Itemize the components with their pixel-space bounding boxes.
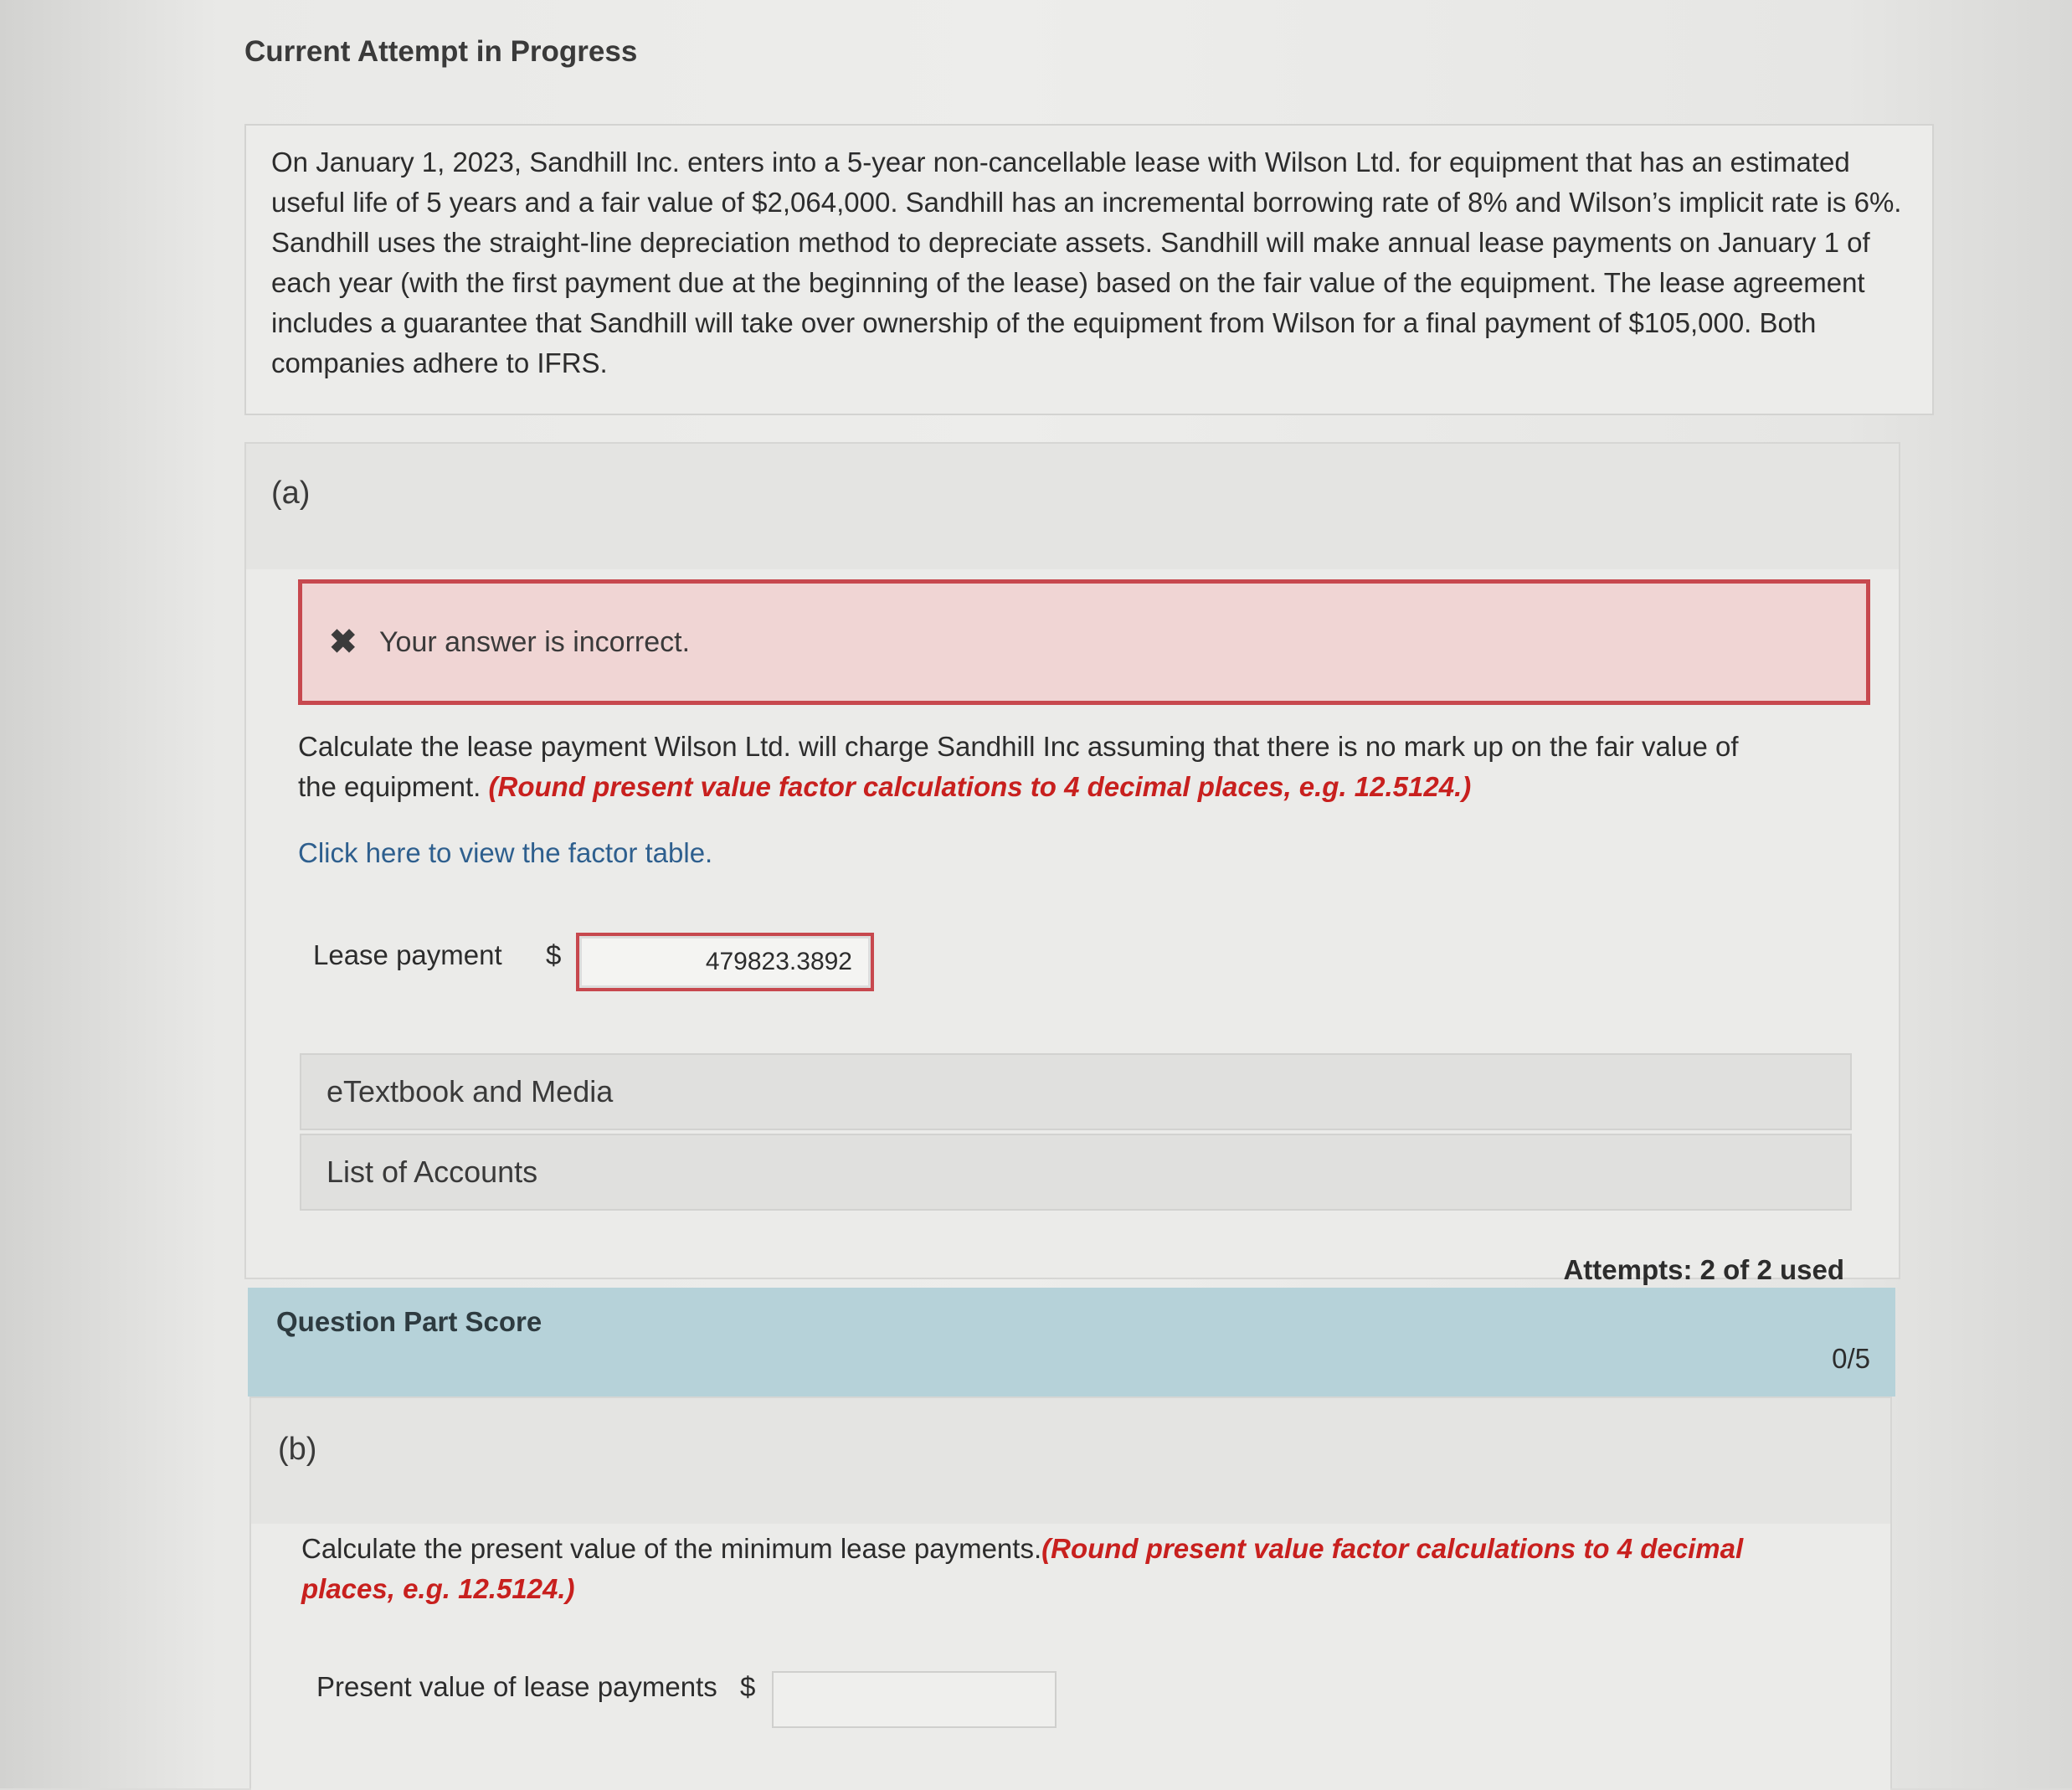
part-a-question [298, 727, 1771, 807]
question-part-score-bar [248, 1288, 1895, 1397]
part-b-question [301, 1529, 1775, 1609]
present-value-input[interactable] [772, 1671, 1057, 1728]
lease-payment-currency: $ [546, 939, 562, 970]
attempts-counter: Attempts: 2 of 2 used [1563, 1254, 1844, 1285]
lease-payment-input[interactable]: 479823.3892 [576, 933, 874, 991]
part-b-label: (b) [278, 1432, 317, 1467]
present-value-label: Present value of lease payments [316, 1671, 717, 1702]
part-b-instruction: (Round present value factor calculations to 4 decimal places, e.g. 12.5124.) [301, 1533, 1744, 1604]
part-a-instruction: (Round present value factor calculations to 4 decimal places, e.g. 12.5124.) [488, 771, 1472, 802]
list-of-accounts-button[interactable]: List of Accounts [300, 1134, 1852, 1211]
part-b-question-text: Calculate the present value of the minimum lease payments. [301, 1533, 1042, 1564]
problem-statement: On January 1, 2023, Sandhill Inc. enters into a 5-year non-cancellable lease with Wilson Ltd. for equipment that has an estimated useful life of 5 years and a fair value of $2,064,000. Sandhill has an incremental borrowing rate of 8% and Wilson’s implicit rate is 6%. Sandhill uses the straight-line depreciation method to depreciate assets. Sandhill will make annual lease payments on January 1 of each year (with the first payment due at the beginning of the lease) based on the fair value of the equipment. The lease agreement includes a guarantee that Sandhill will take over ownership of the equipment from Wilson for a final payment of $105,000. Both companies adhere to IFRS. [244, 124, 1934, 415]
present-value-currency: $ [740, 1671, 756, 1702]
close-icon: ✖ [329, 624, 357, 661]
feedback-text: Your answer is incorrect. [379, 625, 691, 658]
factor-table-link[interactable]: Click here to view the factor table. [298, 837, 713, 868]
etextbook-media-button[interactable]: eTextbook and Media [300, 1053, 1852, 1130]
page-title: Current Attempt in Progress [244, 35, 638, 68]
part-a-question-text: Calculate the lease payment Wilson Ltd. will charge Sandhill Inc assuming that there is no mark up on the fair value of the equipment. [298, 731, 1739, 802]
score-value: 0/5 [1832, 1343, 1870, 1374]
part-a-label: (a) [271, 476, 311, 511]
lease-payment-label: Lease payment [313, 939, 502, 970]
score-label: Question Part Score [276, 1306, 542, 1337]
feedback-incorrect [298, 579, 1870, 705]
